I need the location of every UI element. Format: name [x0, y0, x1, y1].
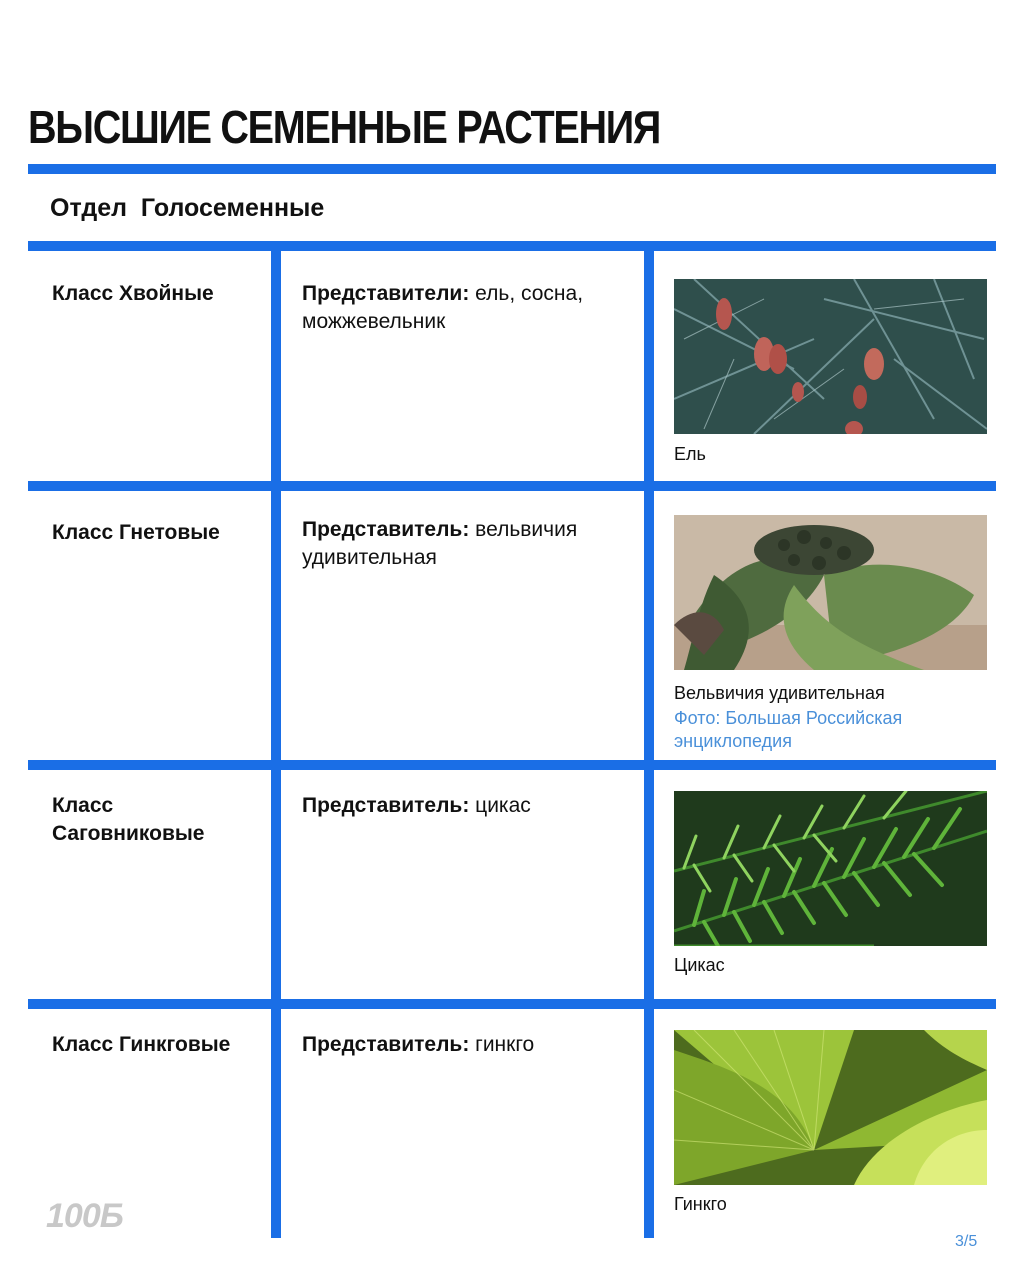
cycas-photo [674, 791, 987, 946]
row-divider [28, 760, 996, 770]
page-indicator: 3/5 [955, 1233, 978, 1250]
class-name: Класс Гинкговые [52, 1033, 231, 1056]
photo-caption: Цикас [674, 955, 725, 975]
column-divider [271, 241, 281, 1238]
column-divider [644, 241, 654, 1238]
representatives [302, 516, 632, 572]
representatives-label: Представитель: [302, 794, 470, 817]
photo-caption: Вельвичия удивительная [674, 683, 885, 703]
photo-credit: Фото: Большая Российская энциклопедия [674, 708, 903, 751]
welwitschia-photo [674, 515, 987, 670]
representatives-value: вельвичия удивительная [302, 518, 578, 569]
section-subtitle: Отдел Голосеменные [50, 194, 325, 222]
photo-caption: Гинкго [674, 1194, 727, 1214]
representatives [302, 1031, 632, 1059]
representatives [302, 280, 632, 336]
representatives-value: гинкго [475, 1033, 535, 1056]
representatives-value: ель, сосна, можжевельник [302, 282, 584, 333]
table-top-border [28, 241, 996, 251]
page-title: ВЫСШИЕ СЕМЕННЫЕ РАСТЕНИЯ [28, 101, 661, 153]
class-name: Класс Гнетовые [52, 521, 220, 544]
representatives-label: Представители: [302, 282, 470, 305]
representatives-label: Представитель: [302, 1033, 470, 1056]
representatives-label: Представитель: [302, 518, 470, 541]
row-divider [28, 481, 996, 491]
photo-caption: Ель [674, 444, 706, 464]
row-divider [28, 999, 996, 1009]
brand-logo: 100Б [46, 1197, 123, 1235]
spruce-photo [674, 279, 987, 434]
representatives [302, 792, 632, 820]
ginkgo-photo [674, 1030, 987, 1185]
class-name: Класс Хвойные [52, 282, 214, 305]
class-name: Класс Саговниковые [52, 794, 205, 845]
representatives-value: цикас [475, 794, 531, 817]
top-divider [28, 164, 996, 174]
